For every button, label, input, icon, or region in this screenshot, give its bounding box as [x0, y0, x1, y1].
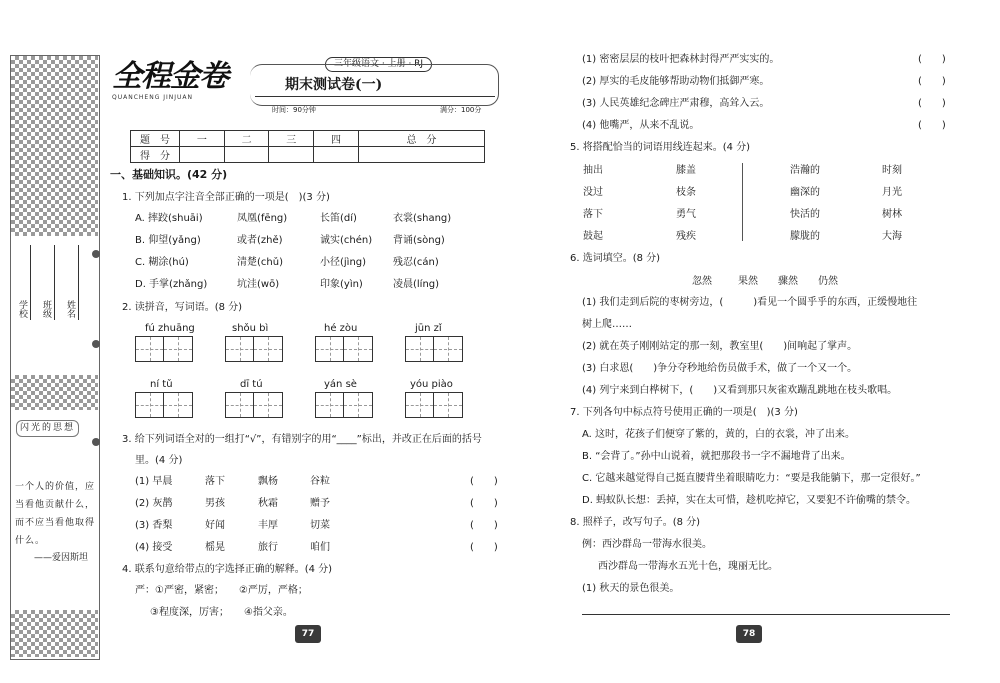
q2-pinyin: jūn zǐ — [415, 323, 442, 334]
q3-word: (4) 接受 — [135, 542, 173, 553]
q2-pinyin: fú zhuāng — [145, 323, 195, 334]
q3-word: 谷粒 — [310, 476, 330, 487]
q7-option-a: A. 这时，花孩子们便穿了紫的，黄的，白的衣裳，冲了出来。 — [582, 429, 856, 440]
q5-word: 快活的 — [790, 209, 820, 220]
score-input[interactable] — [269, 147, 314, 163]
q3-word: (1) 早晨 — [135, 476, 173, 487]
writing-grid[interactable] — [405, 336, 463, 362]
score-input[interactable] — [314, 147, 359, 163]
q4-definition: 严：①严密，紧密； ②严厉，严格； — [135, 585, 308, 596]
q2-pinyin: hé zòu — [324, 323, 358, 334]
q1-row: D. 手掌(zhǎng) — [135, 279, 208, 290]
page-title: 期末测试卷(一) — [285, 77, 383, 93]
q1-row: 印象(yìn) — [320, 279, 363, 290]
q2-pinyin: ní tǔ — [150, 379, 173, 390]
q8-answer-line[interactable] — [582, 614, 950, 615]
q6-option: 果然 — [738, 276, 758, 287]
q1-row: 衣裳(shang) — [393, 213, 452, 224]
q6-stem: 6. 选词填空。(8 分) — [570, 253, 661, 264]
q8-stem: 8. 照样子，改写句子。(8 分) — [570, 517, 701, 528]
q6-option: 忽然 — [692, 276, 712, 287]
q5-word: 抽出 — [583, 165, 603, 176]
q6-sentence: (2) 就在英子刚刚站定的那一刻，教室里( )间响起了掌声。 — [582, 341, 858, 352]
q6-option: 骤然 — [778, 276, 798, 287]
score-cell: 二 — [224, 131, 269, 147]
page-number-right: 78 — [736, 625, 762, 643]
q3-word: 赠予 — [310, 498, 330, 509]
q1-row: 凤凰(fēng) — [237, 213, 288, 224]
q4-item: (1) 密密层层的枝叶把森林封得严严实实的。 — [582, 54, 780, 65]
answer-paren[interactable]: ( ) — [918, 54, 946, 65]
q1-row: 凌晨(líng) — [393, 279, 440, 290]
q1-row: 残忍(cán) — [393, 257, 439, 268]
score-input[interactable] — [224, 147, 269, 163]
q5-word: 膝盖 — [676, 165, 696, 176]
school-label: 学校 — [17, 300, 27, 318]
q3-word: 切菜 — [310, 520, 330, 531]
header-rule — [255, 96, 495, 97]
q8-example: 例：西沙群岛一带海水很美。 — [582, 539, 712, 550]
q1-row: A. 摔跤(shuāi) — [135, 213, 203, 224]
q7-option-d: D. 蚂蚁队长想：丢掉，实在太可惜，趁机吃掉它，又要犯不许偷嘴的禁令。 — [582, 495, 917, 506]
q2-pinyin: shǒu bì — [232, 323, 269, 334]
q1-row: B. 仰望(yǎng) — [135, 235, 201, 246]
q1-row: C. 糊涂(hú) — [135, 257, 189, 268]
q5-word: 没过 — [583, 187, 603, 198]
writing-grid[interactable] — [225, 336, 283, 362]
score-cell: 一 — [180, 131, 225, 147]
q5-word: 幽深的 — [790, 187, 820, 198]
writing-grid[interactable] — [315, 336, 373, 362]
checker-pattern-bottom — [11, 610, 98, 657]
q5-stem: 5. 将搭配恰当的词语用线连起来。(4 分) — [570, 142, 751, 153]
q4-item: (2) 厚实的毛皮能够帮助动物们抵御严寒。 — [582, 76, 770, 87]
q6-sentence: 树上爬…… — [582, 319, 632, 330]
q5-word: 朦胧的 — [790, 231, 820, 242]
score-cell: 三 — [269, 131, 314, 147]
q5-word: 大海 — [882, 231, 902, 242]
q3-word: (3) 香梨 — [135, 520, 173, 531]
q3-word: 好闻 — [205, 520, 225, 531]
q3-stem: 3. 给下列词语全对的一组打“√”，有错别字的用“____”标出，并改正在后面的括号 — [122, 434, 482, 445]
q3-word: (2) 灰鹊 — [135, 498, 173, 509]
q3-word: 男孩 — [205, 498, 225, 509]
logo-text: 全程金卷 — [112, 59, 228, 94]
q3-stem-cont: 里。(4 分) — [135, 455, 183, 466]
score-cell: 题 号 — [131, 131, 180, 147]
writing-grid[interactable] — [135, 336, 193, 362]
q6-option: 仍然 — [818, 276, 838, 287]
answer-paren[interactable]: ( ) — [470, 520, 498, 531]
q3-word: 咱们 — [310, 542, 330, 553]
q1-row: 长笛(dí) — [320, 213, 357, 224]
q3-word: 秋霜 — [258, 498, 278, 509]
sidebar-quote-author: ——爱因斯坦 — [34, 553, 89, 563]
q2-pinyin: yán sè — [324, 379, 357, 390]
q4-item: (4) 他嘴严，从来不乱说。 — [582, 120, 700, 131]
q5-word: 枝条 — [676, 187, 696, 198]
class-label: 班级 — [41, 300, 51, 318]
q4-definition: ③程度深，厉害； ④指父亲。 — [150, 607, 293, 618]
score-table-score-row — [131, 147, 485, 163]
q3-word: 丰厚 — [258, 520, 278, 531]
writing-grid[interactable] — [315, 392, 373, 418]
score-cell: 总 分 — [358, 131, 484, 147]
q5-word: 浩瀚的 — [790, 165, 820, 176]
q6-sentence: (4) 列宁来到白桦树下，( )又看到那只灰雀欢蹦乱跳地在枝头歌唱。 — [582, 385, 898, 396]
q4-item: (3) 人民英雄纪念碑庄严肃穆，高耸入云。 — [582, 98, 770, 109]
score-input[interactable] — [358, 147, 484, 163]
checker-pattern-mid — [11, 375, 98, 410]
q6-sentence: (1) 我们走到后院的枣树旁边，( )看见一个圆乎乎的东西，正缓慢地往 — [582, 297, 918, 308]
writing-grid[interactable] — [225, 392, 283, 418]
answer-paren[interactable]: ( ) — [470, 542, 498, 553]
logo-pinyin: QUANCHENG JINJUAN — [112, 94, 194, 101]
page-number-left: 77 — [295, 625, 321, 643]
q5-word: 月光 — [882, 187, 902, 198]
q3-word: 旅行 — [258, 542, 278, 553]
q7-option-b: B. “会背了。”孙中山说着，就把那段书一字不漏地背了出来。 — [582, 451, 851, 462]
q5-divider — [742, 163, 743, 241]
answer-paren[interactable]: ( ) — [470, 498, 498, 509]
score-cell: 得 分 — [131, 147, 180, 163]
q5-word: 时刻 — [882, 165, 902, 176]
q2-pinyin: yóu piào — [410, 379, 453, 390]
section-1-heading: 一、基础知识。(42 分) — [110, 168, 228, 181]
sidebar-badge: 闪光的思想 — [16, 420, 79, 437]
q2-stem: 2. 读拼音，写词语。(8 分) — [122, 302, 243, 313]
q5-word: 落下 — [583, 209, 603, 220]
writing-grid[interactable] — [135, 392, 193, 418]
answer-paren[interactable]: ( ) — [470, 476, 498, 487]
q5-word: 勇气 — [676, 209, 696, 220]
q1-row: 诚实(chén) — [320, 235, 373, 246]
answer-paren[interactable]: ( ) — [918, 98, 946, 109]
binding-hole-3 — [92, 438, 100, 446]
q5-word: 鼓起 — [583, 231, 603, 242]
answer-paren[interactable]: ( ) — [918, 76, 946, 87]
q8-example-answer: 西沙群岛一带海水五光十色，瑰丽无比。 — [598, 561, 778, 572]
q6-sentence: (3) 白求恩( )争分夺秒地给伤员做手术，做了一个又一个。 — [582, 363, 858, 374]
q1-stem: 1. 下列加点字注音全部正确的一项是( )(3 分) — [122, 192, 330, 203]
q7-stem: 7. 下列各句中标点符号使用正确的一项是( )(3 分) — [570, 407, 798, 418]
score-label: 满分：100分 — [440, 106, 482, 114]
q5-word: 树林 — [882, 209, 902, 220]
q3-word: 落下 — [205, 476, 225, 487]
name-label: 姓名 — [65, 300, 75, 318]
binding-hole-2 — [92, 340, 100, 348]
checker-pattern-top — [11, 56, 98, 236]
q5-word: 残疾 — [676, 231, 696, 242]
score-table-header-row — [131, 131, 485, 147]
answer-paren[interactable]: ( ) — [918, 120, 946, 131]
subject-tag: 三年级语文 · 上册 · RJ — [325, 57, 432, 72]
q3-word: 榣晃 — [205, 542, 225, 553]
q1-row: 小径(jìng) — [320, 257, 367, 268]
binding-hole-1 — [92, 250, 100, 258]
score-input[interactable] — [180, 147, 225, 163]
q1-row: 坑洼(wō) — [237, 279, 280, 290]
q1-row: 或者(zhě) — [237, 235, 283, 246]
time-label: 时间：90分钟 — [272, 106, 316, 114]
score-table — [130, 130, 485, 163]
score-cell: 四 — [314, 131, 359, 147]
q1-row: 背诵(sòng) — [393, 235, 445, 246]
brand-logo — [112, 60, 252, 102]
q8-item: (1) 秋天的景色很美。 — [582, 583, 680, 594]
q3-word: 飘杨 — [258, 476, 278, 487]
q7-option-c: C. 它越来越觉得自己挺直腰背坐着眼睛吃力：“要是我能躺下，那一定很好。” — [582, 473, 921, 484]
q4-stem: 4. 联系句意给带点的字选择正确的解释。(4 分) — [122, 564, 333, 575]
q1-row: 清楚(chǔ) — [237, 257, 283, 268]
q2-pinyin: dī tú — [240, 379, 263, 390]
writing-grid[interactable] — [405, 392, 463, 418]
sidebar-quote: 一个人的价值，应当看他贡献什么，而不应当看他取得什么。 — [15, 482, 96, 546]
